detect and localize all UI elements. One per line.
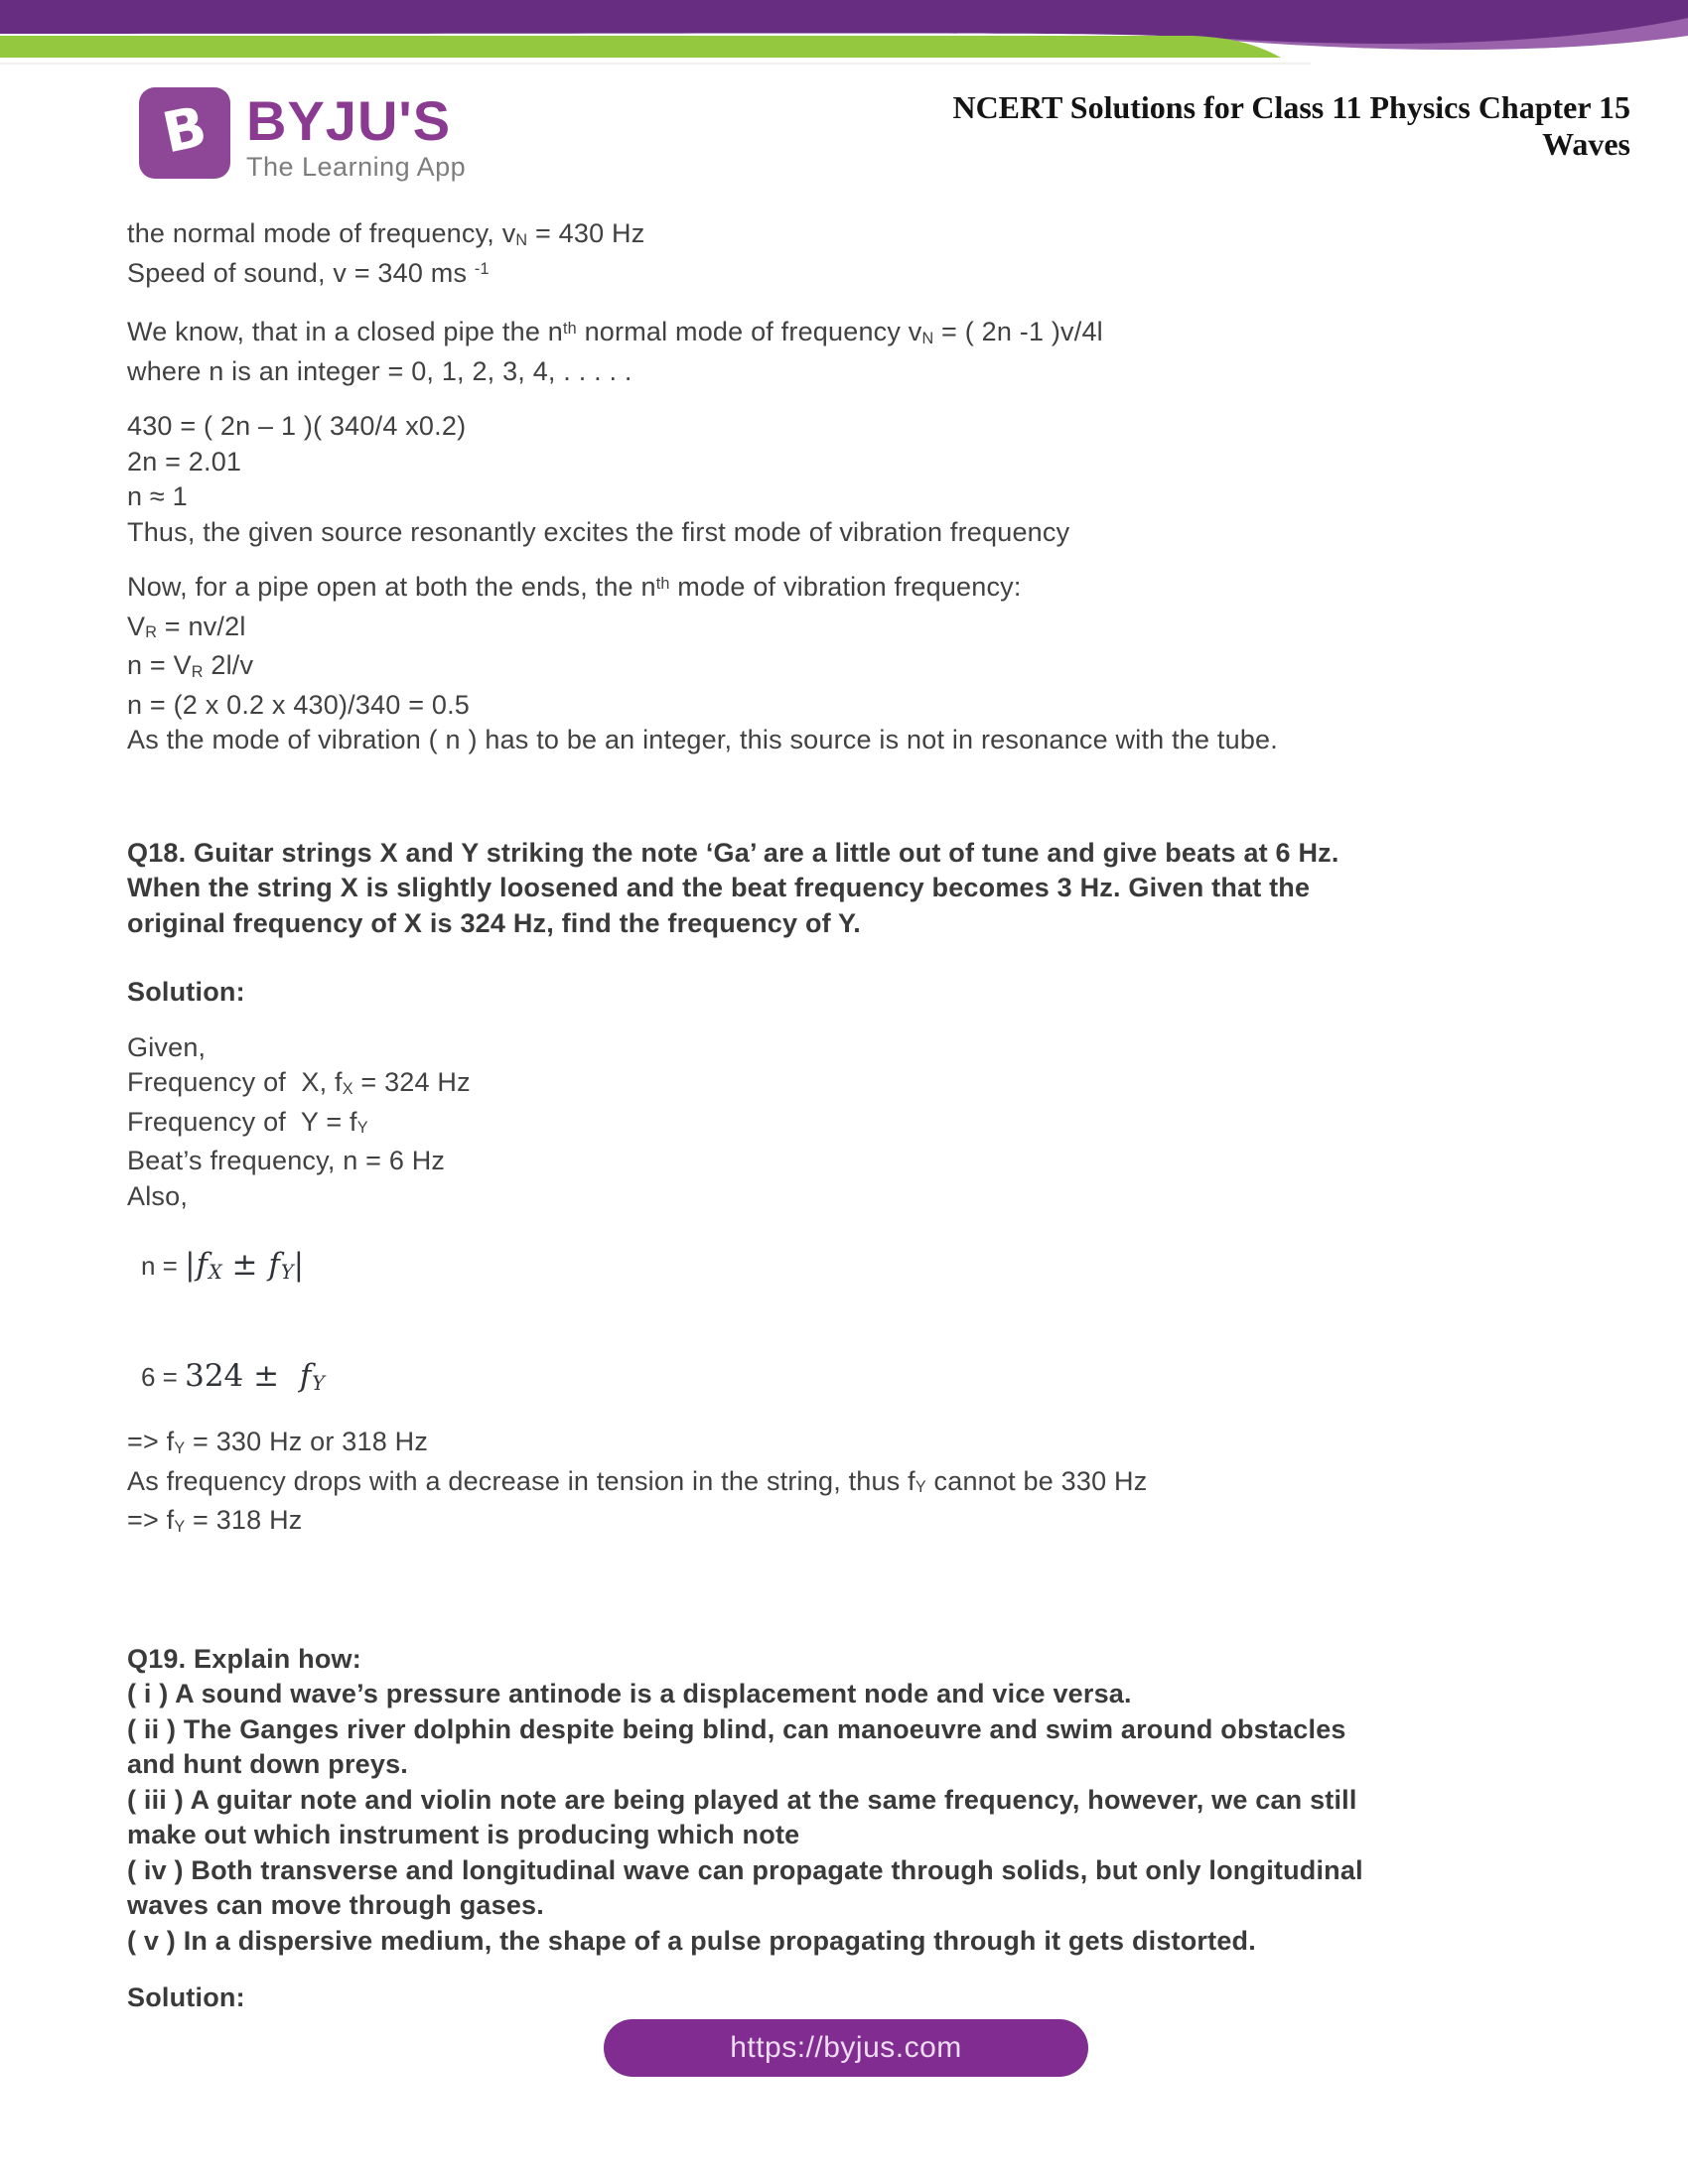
paragraph bbox=[127, 975, 1628, 1011]
document-body bbox=[127, 216, 1628, 2016]
text-line: n = (2 x 0.2 x 430)/340 = 0.5 bbox=[127, 689, 471, 720]
byjus-wordmark: BYJU'S bbox=[246, 89, 452, 152]
text-line: 430 = ( 2n – 1 )( 340/4 x0.2) bbox=[127, 411, 467, 441]
text-line: Given, bbox=[127, 1031, 207, 1062]
text-line: original frequency of X is 324 Hz, find the frequency of Y. bbox=[127, 907, 861, 938]
text-line: waves can move through gases. bbox=[127, 1890, 544, 1920]
text-line: n = VR 2l/v bbox=[127, 650, 254, 681]
page-header bbox=[0, 87, 1688, 206]
byjus-url-text: https://byjus.com bbox=[730, 2031, 962, 2064]
text-line: 2n = 2.01 bbox=[127, 446, 242, 477]
paragraph bbox=[127, 216, 1628, 295]
text-line: ( v ) In a dispersive medium, the shape of a pulse propagating through it gets distorted. bbox=[127, 1925, 1256, 1956]
text-line: Solution: bbox=[127, 1982, 245, 2012]
paragraph bbox=[127, 1980, 1628, 2016]
text-line: As the mode of vibration ( n ) has to be an integer, this source is not in resonance with the tube. bbox=[127, 725, 1278, 754]
paragraph bbox=[127, 315, 1628, 389]
top-banner bbox=[0, 0, 1688, 79]
math-line: 6 = 324 ± fY bbox=[141, 1358, 325, 1395]
text-line: the normal mode of frequency, vN = 430 Hz bbox=[127, 218, 645, 249]
text-line: ( i ) A sound wave’s pressure antinode is a displacement node and vice versa. bbox=[127, 1679, 1132, 1708]
paragraph bbox=[127, 836, 1628, 942]
text-line: ( ii ) The Ganges river dolphin despite being blind, can manoeuvre and swim around obstacles bbox=[127, 1713, 1346, 1744]
banner-divider-line bbox=[0, 63, 1311, 65]
text-line: ( iv ) Both transverse and longitudinal wave can propagate through solids, but only longitudinal bbox=[127, 1854, 1363, 1885]
text-line: Frequency of Y = fY bbox=[127, 1106, 368, 1138]
paragraph bbox=[127, 1425, 1628, 1543]
math-formula bbox=[127, 1240, 1628, 1290]
byjus-tagline: The Learning App bbox=[246, 152, 467, 182]
text-line: Q19. Explain how: bbox=[127, 1643, 361, 1674]
page-title-line1: NCERT Solutions for Class 11 Physics Chapter 15 bbox=[952, 89, 1630, 125]
byjus-logo-text bbox=[246, 87, 466, 206]
text-line: Speed of sound, v = 340 ms $^{-1}$ bbox=[127, 257, 490, 288]
text-line: Solution: bbox=[127, 977, 245, 1007]
text-line: Q18. Guitar strings X and Y striking the note ‘Ga’ are a little out of tune and give beats at 6 Hz. bbox=[127, 837, 1339, 868]
text-line: ( iii ) A guitar note and violin note are being played at the same frequency, however, we can still bbox=[127, 1784, 1357, 1815]
page-title-line2: Waves bbox=[1542, 126, 1630, 162]
page-title bbox=[952, 87, 1630, 206]
text-line: Thus, the given source resonantly excites the first mode of vibration frequency bbox=[127, 516, 1070, 547]
text-line: => fY = 318 Hz bbox=[127, 1505, 303, 1536]
text-line: Now, for a pipe open at both the ends, the $n^{th}$ mode of vibration frequency: bbox=[127, 572, 1022, 602]
text-line: VR = nv/2l bbox=[127, 611, 246, 642]
byjus-logo bbox=[139, 87, 466, 206]
paragraph bbox=[127, 409, 1628, 550]
banner-green-band bbox=[0, 36, 1281, 58]
text-line: Frequency of X, fX = 324 Hz bbox=[127, 1067, 471, 1098]
paragraph bbox=[127, 1642, 1628, 1960]
text-line: where n is an integer = 0, 1, 2, 3, 4, . . . . . bbox=[127, 355, 633, 386]
math-formula bbox=[127, 1351, 1628, 1401]
byjus-logo-letter: B bbox=[157, 94, 212, 167]
paragraph bbox=[127, 1030, 1628, 1215]
text-line: When the string X is slightly loosened and the beat frequency becomes 3 Hz. Given that the bbox=[127, 873, 1311, 902]
text-line: and hunt down preys. bbox=[127, 1749, 409, 1779]
text-line: Also, bbox=[127, 1180, 189, 1211]
text-line: Beat’s frequency, n = 6 Hz bbox=[127, 1146, 446, 1175]
text-line: => fY = 330 Hz or 318 Hz bbox=[127, 1427, 429, 1457]
math-line: n = |fX ± fY| bbox=[141, 1247, 305, 1284]
byjus-url-pill[interactable] bbox=[604, 2019, 1088, 2077]
text-line: We know, that in a closed pipe the $n^{th}$ normal mode of frequency vN = ( 2n -1 )v/4l bbox=[127, 317, 1103, 347]
byjus-logo-badge-icon bbox=[139, 87, 230, 179]
text-line: As frequency drops with a decrease in tension in the string, thus fY cannot be 330 Hz bbox=[127, 1465, 1148, 1497]
text-line: make out which instrument is producing which note bbox=[127, 1820, 800, 1849]
text-line: n ≈ 1 bbox=[127, 481, 188, 511]
paragraph bbox=[127, 570, 1628, 758]
